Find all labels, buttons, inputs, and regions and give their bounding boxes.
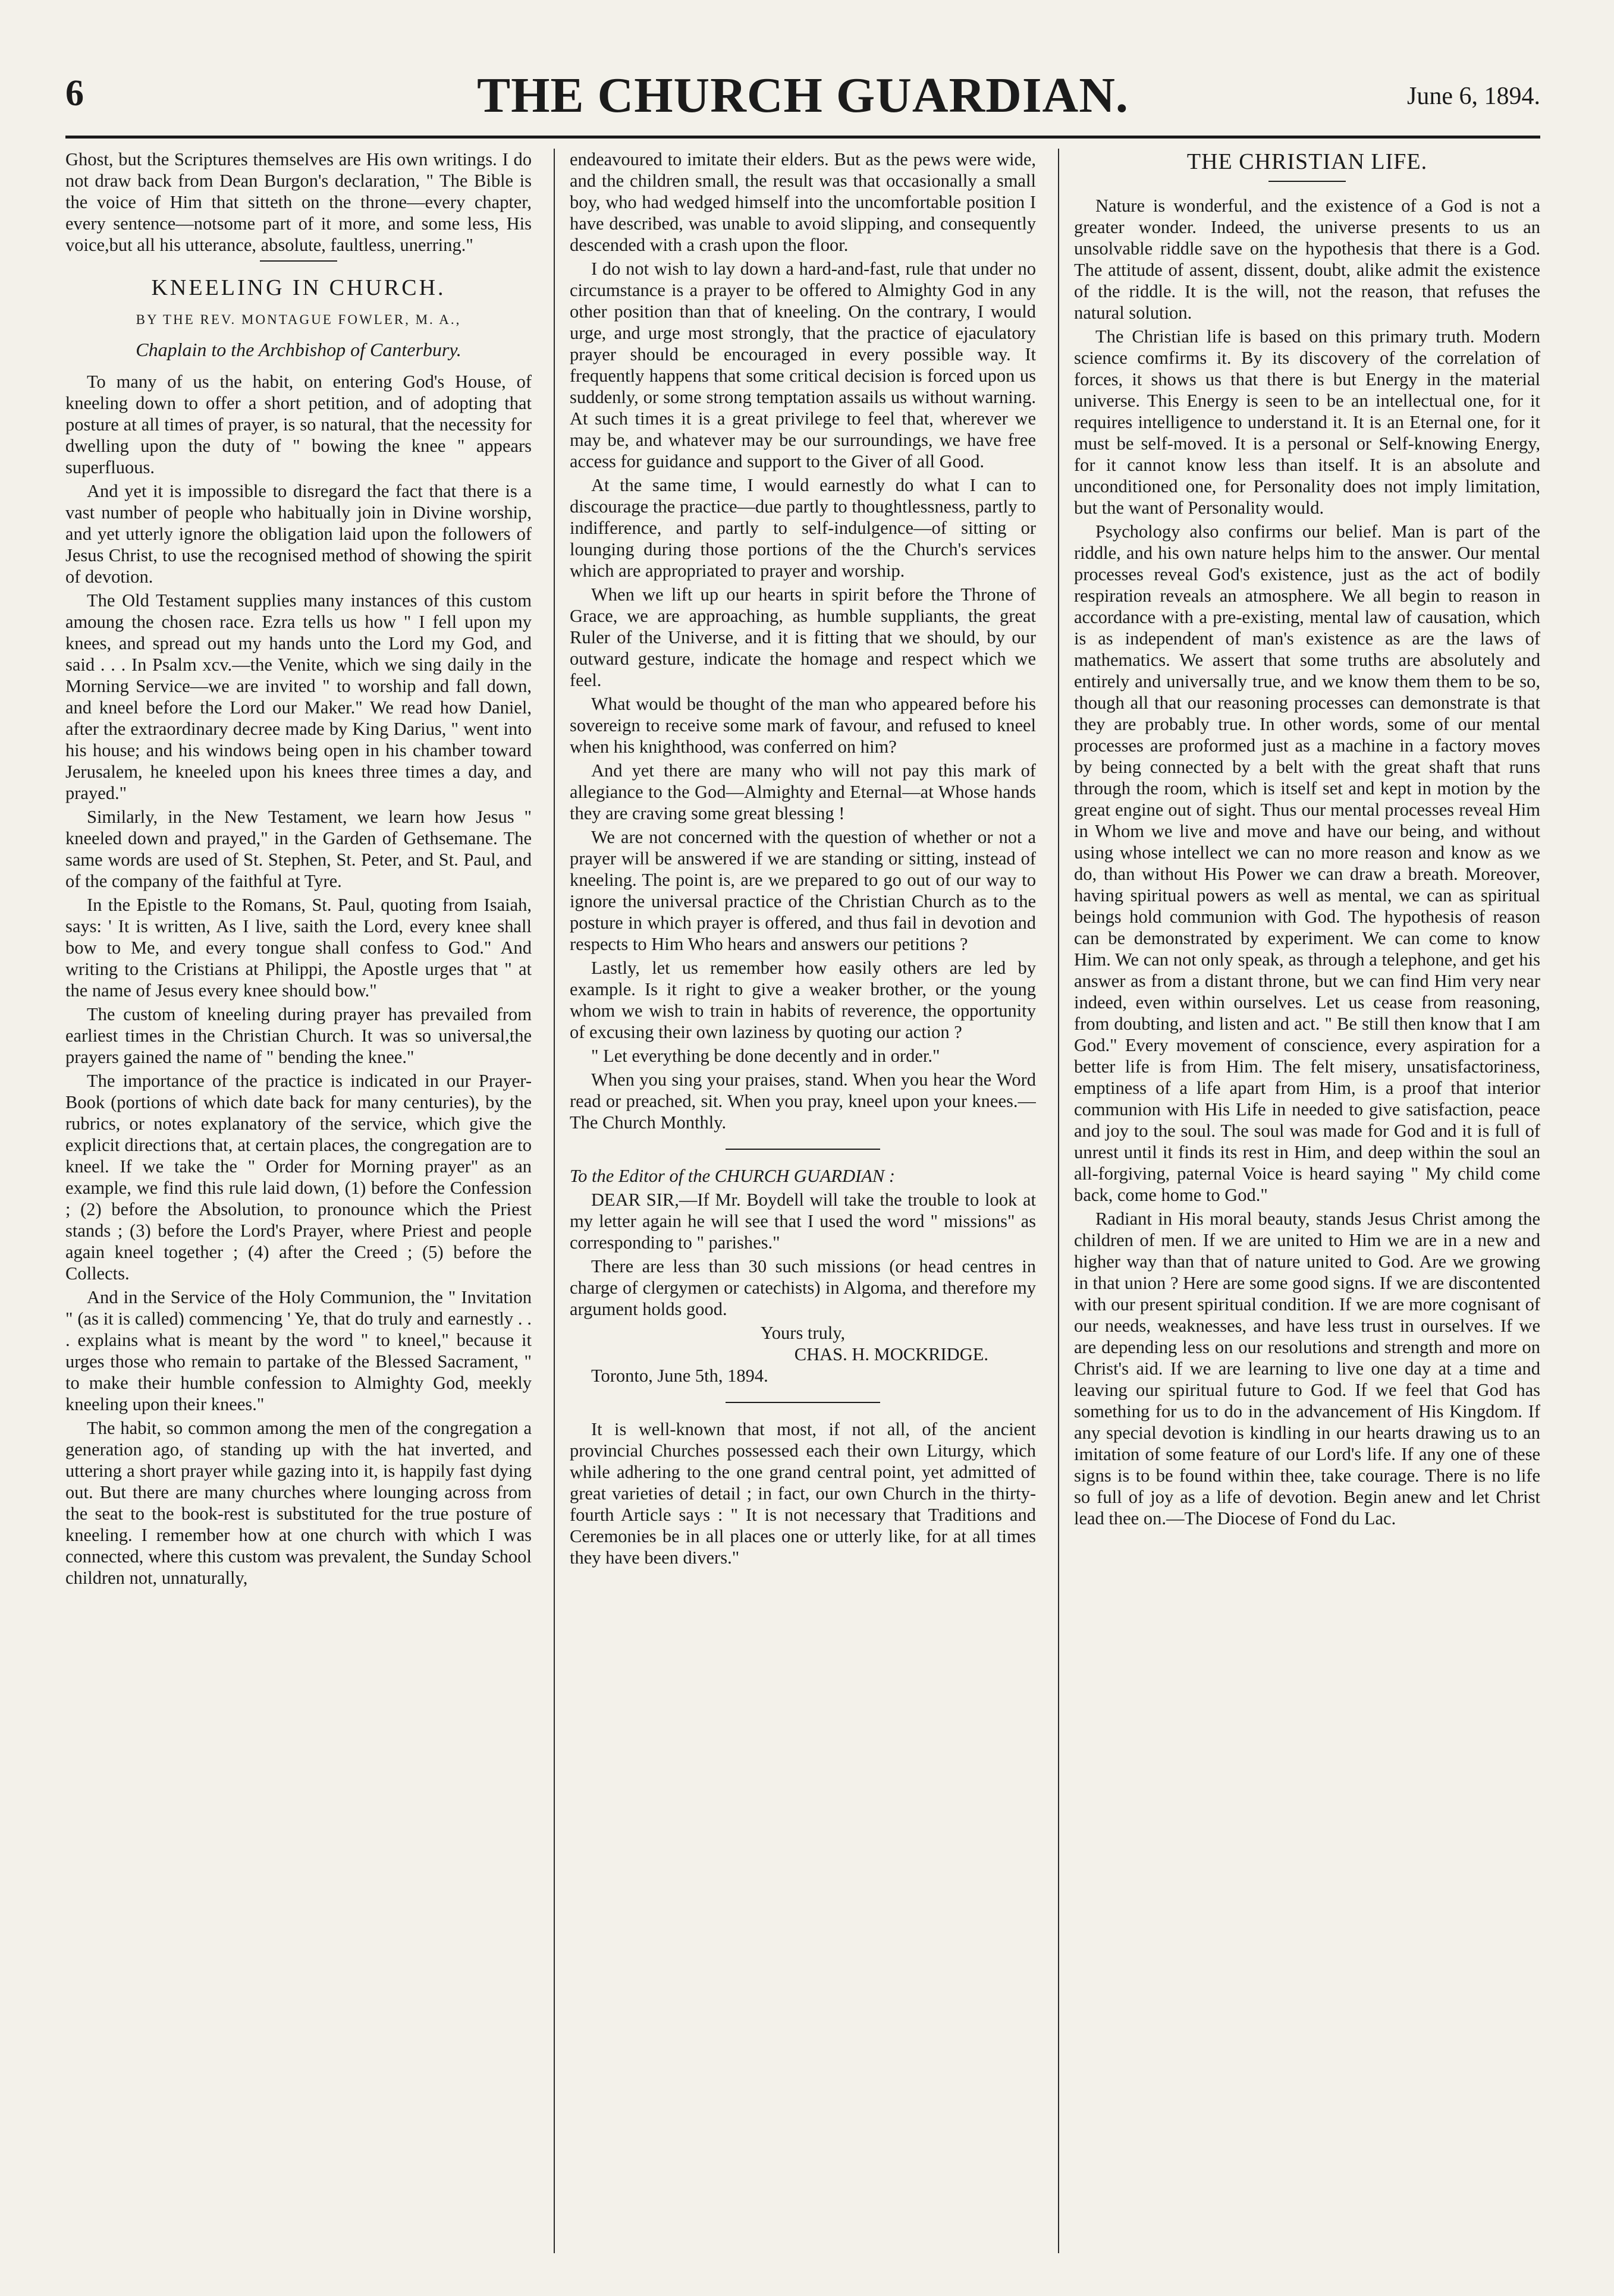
paragraph: When we lift up our hearts in spirit before the Throne of Grace, we are approaching, as humble suppliants, the great Ruler of the Universe, and it is fitting that we should, by our outward gesture, indicate the homage and respect which we feel. [570, 584, 1036, 690]
continued-text: Ghost, but the Scriptures themselves are His own writings. I do not draw back from Dean Burgon's declaration, " The Bible is the voice of Him that sitteth on the throne—every chapter, every sentence—notsome part of it more, and some less, His voice,but all his utterance, absolute, faultless, unerring." [65, 149, 532, 255]
paragraph: Similarly, in the New Testament, we learn how Jesus " kneeled down and prayed," in the Garden of Gethsemane. The same words are used of St. Stephen, St. Peter, and St. Paul, and of the company of the faithful at Tyre. [65, 807, 532, 891]
separator-rule [260, 260, 337, 262]
paragraph: Radiant in His moral beauty, stands Jesus Christ among the children of men. If we are united to Him we are in a new and higher way than that of nature united to God. Are we growing in that union ? Here are some good signs. If we are discontented with our present spiritual condition. If we are more cognisant of our needs, weaknesses, and have less trust in ourselves. If we are depending less on our resolutions and strength and more on Christ's aid. If we are learning to live one day at a time and leaving our spiritual future to God. If we feel that God has something for us to do in the advancement of His Kingdom. If any special devotion is kindling in our hearts drawing us to an imitation of some feature of our Lord's life. If any one of these signs is to be found within thee, take courage. There is no life so full of joy as a life of devotion. Begin anew and let Christ lead thee on.—The Diocese of Fond du Lac. [1074, 1209, 1540, 1528]
paragraph: When you sing your praises, stand. When you hear the Word read or preached, sit. When you pray, kneel upon your knees.—The Church Monthly. [570, 1070, 1036, 1133]
letter-signoff: Yours truly, [760, 1323, 846, 1343]
article-byline: BY THE REV. MONTAGUE FOWLER, M. A., [136, 312, 461, 327]
paragraph: " Let everything be done decently and in order." [591, 1046, 940, 1066]
separator-rule [1268, 181, 1346, 182]
newspaper-title: THE CHURCH GUARDIAN. [477, 68, 1129, 123]
column-3 [1074, 149, 1540, 2253]
paragraph: And in the Service of the Holy Communion, the " Invitation " (as it is called) commencing ' Ye, that do truly and earnestly . . . explains what is meant by the word " to kneel," because it urges those who remain to partake of the Blessed Sacrament, " to make their humble confession to Almighty God, meekly kneeling upon their knees." [65, 1287, 532, 1414]
issue-date: June 6, 1894. [1407, 83, 1540, 110]
letter-paragraph: DEAR SIR,—If Mr. Boydell will take the trouble to look at my letter again he will see that I used the word " missions" as corresponding to " parishes." [570, 1190, 1036, 1253]
paragraph: It is well-known that most, if not all, of the ancient provincial Churches possessed each their own Liturgy, which while adhering to the one grand central point, yet admitted of great varieties of detail ; in fact, our own Church in the thirty-fourth Article says : " It is not necessary that Traditions and Ceremonies be in all places one or utterly like, for at all times they have been divers." [570, 1419, 1036, 1568]
page-number: 6 [65, 73, 84, 114]
separator-rule [726, 1149, 880, 1150]
column-1 [65, 149, 532, 2253]
paragraph: Lastly, let us remember how easily others are led by example. Is it right to give a weaker brother, or the young whom we wish to train in habits of reverence, the opportunity of excusing their own laziness by quoting our action ? [570, 958, 1036, 1042]
masthead-rule [65, 136, 1540, 139]
paragraph: The Old Testament supplies many instances of this custom amoung the chosen race. Ezra tells us how " I fell upon my knees, and spread out my hands unto the Lord my God, and said . . . In Psalm xcv.—the Venite, which we sing daily in the Morning Service—we are invited " to worship and fall down, and kneel before the Lord our Maker." We read how Daniel, after the extraordinary decree made by King Darius, " went into his house; and his windows being open in his chamber toward Jerusalem, he kneeled upon his knees three times a day, and prayed." [65, 590, 532, 803]
column-2 [570, 149, 1036, 2253]
author-role: Chaplain to the Archbishop of Canterbury. [136, 339, 461, 360]
letter-signature: CHAS. H. MOCKRIDGE. [794, 1344, 988, 1364]
paragraph: The Christian life is based on this primary truth. Modern science comfirms it. By its discovery of the correlation of forces, it shows us that there is but Energy in the material universe. This Energy is seen to be an intellectual one, for it requires intelligence to understand it. It is an Eternal one, for it must be self-moved. It is a personal or Self-knowing Energy, for it cannot know less than itself. It is an absolute and unconditioned one, for Personality does not imply limitation, but the want of Personality would. [1074, 326, 1540, 518]
masthead [65, 67, 1540, 138]
paragraph: What would be thought of the man who appeared before his sovereign to receive some mark of favour, and refused to kneel when his knighthood, was conferred on him? [570, 694, 1036, 757]
column-divider [554, 149, 555, 2253]
paragraph: At the same time, I would earnestly do what I can to discourage the practice—due partly to thoughtlessness, partly to indifference, and partly to self-indulgence—of sitting or lounging during those portions of the the Church's services which are appropriated to prayer and worship. [570, 475, 1036, 581]
paragraph: I do not wish to lay down a hard-and-fast, rule that under no circumstance is a prayer to be offered to Almighty God in any other position than that of kneeling. On the contrary, I would urge, and urge most strongly, that the practice of ejaculatory prayer should be encouraged in every possible way. It frequently happens that some critical decision is forced upon us suddenly, or some strong temptation assails us without warning. At such times it is a great privilege to feel that, wherever we may be, and whatever may be our surroundings, we have free access for guidance and support to the Giver of all Good. [570, 259, 1036, 471]
paragraph: The habit, so common among the men of the congregation a generation ago, of standing up with the hat inverted, and uttering a short prayer while gazing into it, is happily fast dying out. But there are many churches where lounging across from the seat to the book-rest is substituted for the true posture of kneeling. I remember how at one church with which I was connected, where this custom was prevalent, the Sunday School children not, unnaturally, [65, 1418, 532, 1588]
separator-rule [726, 1402, 880, 1403]
paragraph: endeavoured to imitate their elders. But as the pews were wide, and the children small, the result was that occasionally a small boy, who had wedged himself into the uncomfortable position I have described, was unable to avoid slipping, and consequently descended with a crash upon the floor. [570, 149, 1036, 255]
article-title-christian-life: THE CHRISTIAN LIFE. [1186, 149, 1428, 174]
paragraph: And yet there are many who will not pay this mark of allegiance to the God—Almighty and Eternal—at Whose hands they are craving some great blessing ! [570, 760, 1036, 823]
paragraph: To many of us the habit, on entering God's House, of kneeling down to offer a short petition, and of adopting that posture at all times of prayer, is so natural, that the necessity for dwelling upon the duty of " bowing the knee " appears superfluous. [65, 372, 532, 477]
article-title-kneeling: KNEELING IN CHURCH. [151, 275, 446, 300]
paragraph: The custom of kneeling during prayer has prevailed from earliest times in the Christian Church. It was so universal,the prayers gained the name of " bending the knee." [65, 1004, 532, 1067]
letter-salutation: To the Editor of the CHURCH GUARDIAN : [570, 1166, 896, 1186]
letter-paragraph: There are less than 30 such missions (or head centres in charge of clergymen or catechists) in Algoma, and therefore my argument holds good. [570, 1256, 1036, 1319]
paragraph: The importance of the practice is indicated in our Prayer-Book (portions of which date back for many centuries), by the rubrics, or notes explanatory of the service, which give the explicit directions that, at certain places, the congregation are to kneel. If we take the " Order for Morning prayer" as an example, we find this rule laid down, (1) before the Confession ; (2) before the Absolution, to pronounce which the Priest stands ; (3) before the Lord's Prayer, where Priest and people again kneel together ; (4) after the Creed ; (5) before the Collects. [65, 1071, 532, 1284]
paragraph: We are not concerned with the question of whether or not a prayer will be answered if we are standing or sitting, instead of kneeling. The point is, are we prepared to go out of our way to ignore the universal practice of the Christian Church as to the posture in which prayer is offered, and thus fail in devotion and respects to Him Who hears and answers our petitions ? [570, 827, 1036, 954]
paragraph: And yet it is impossible to disregard the fact that there is a vast number of people who habitually join in Divine worship, and yet utterly ignore the obligation laid upon the followers of Jesus Christ, to use the recognised method of showing the spirit of devotion. [65, 481, 532, 587]
column-divider [1058, 149, 1059, 2253]
paragraph: In the Epistle to the Romans, St. Paul, quoting from Isaiah, says: ' It is written, As I live, saith the Lord, every knee shall bow to Me, and every tongue shall confess to God." And writing to the Cristians at Philippi, the Apostle urges that " at the name of Jesus every knee should bow." [65, 895, 532, 1001]
letter-place-date: Toronto, June 5th, 1894. [591, 1366, 768, 1386]
paragraph: Psychology also confirms our belief. Man is part of the riddle, and his own nature helps him to the answer. Our mental processes reveal God's existence, just as the act of bodily respiration reveals an atmosphere. We all begin to reason in accordance with a pre-existing, mental law of causation, which is as independent of man's existence as are the laws of mathematics. We assert that some truths are absolutely and entirely and universally true, and we know them them to be so, though all that our reasoning processes can demonstrate is that they are probably true. In other words, some of our mental processes are proformed just as a machine in a factory moves by being connected by a belt with the great shaft that runs through the room, which is itself set and kept in motion by the great engine out of sight. Thus our mental processes reveal Him in Whom we live and move and have our being, and without using whose intellect we can no more reason and know as we do, than without His Power we can draw a breath. Moreover, having spiritual powers as well as mental, we can as spiritual beings hold communion with God. The hypothesis of reason can be demonstrated by experiment. We can come to know Him. We can not only speak, as through a telephone, and get his answer as from a distant throne, but we can find Him very near indeed, even within ourselves. Let us cease from reasoning, from doubting, and listen and act. " Be still then know that I am God." Every movement of conscience, every aspiration for a better life is from Him. The felt misery, unsatisfactoriness, emptiness of a life apart from Him, is a proof that interior communion with His Life in needed to give satisfaction, peace and joy to the soul. The soul was made for God and it is full of unrest until it finds its rest in Him, and deep within the soul an all-forgiving, paternal Voice is heard saying " My child come back, come home to God." [1074, 521, 1540, 1205]
paragraph: Nature is wonderful, and the existence of a God is not a greater wonder. Indeed, the universe presents to us an unsolvable riddle save on the hypothesis that there is a God. The attitude of assent, dissent, doubt, alike admit the existence of the riddle. It is the will, not the reason, that refuses the natural solution. [1074, 196, 1540, 323]
